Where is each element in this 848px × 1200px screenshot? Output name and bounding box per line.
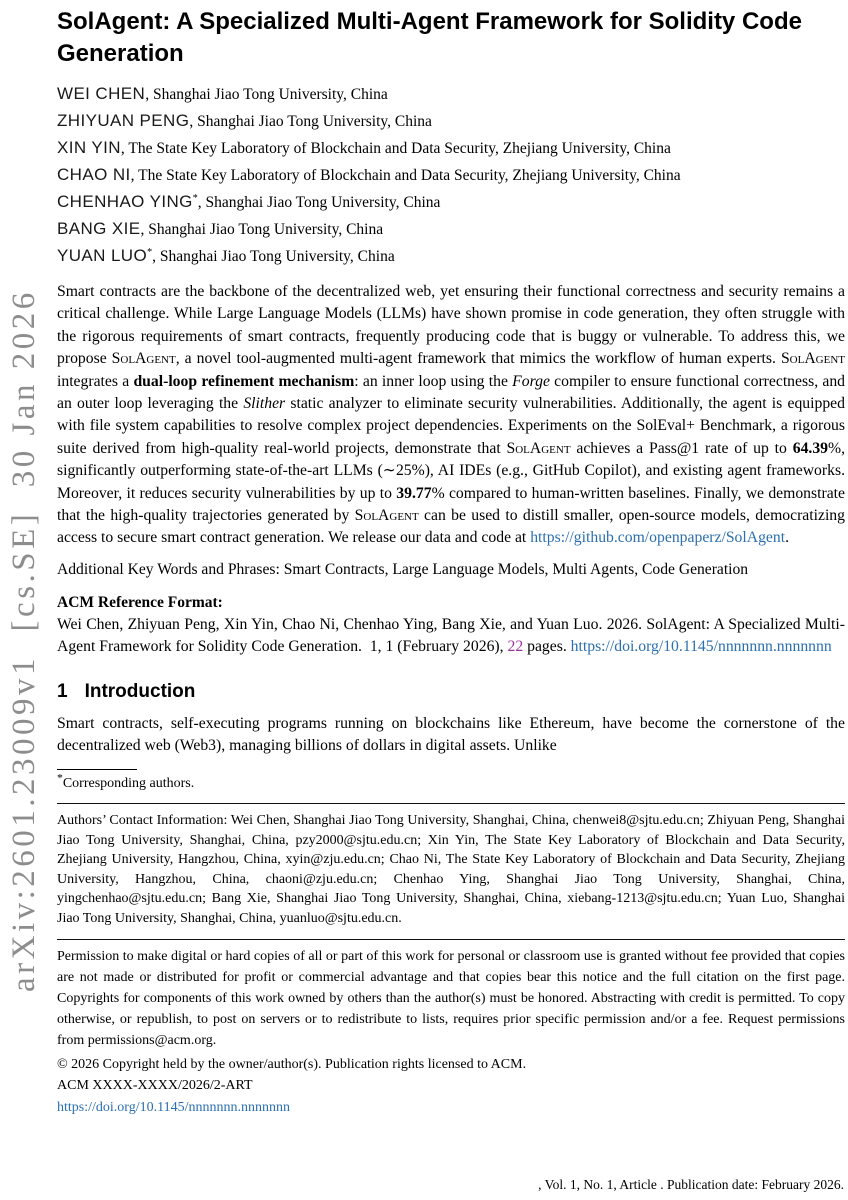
author-note: *	[192, 192, 198, 204]
doi-link-anchor[interactable]: https://doi.org/10.1145/nnnnnnn.nnnnnnn	[57, 1099, 290, 1115]
divider	[57, 803, 845, 804]
acm-reference-heading: ACM Reference Format:	[57, 593, 223, 611]
text-segment: SolAgent	[111, 350, 176, 368]
author-affiliation: The State Key Laboratory of Blockchain and Data Security, Zhejiang University, China	[128, 140, 671, 157]
author-separator: ,	[197, 194, 206, 211]
footnote-divider-short	[57, 769, 137, 770]
author-row	[57, 189, 845, 216]
author-note: *	[147, 246, 153, 258]
author-name: BANG XIE	[57, 219, 141, 238]
introduction-body: Smart contracts, self-executing programs running on blockchains like Ethereum, have become the cornerstone of the decentralized web (Web3), managing billions of dollars in digital assets. Unlike	[57, 714, 845, 755]
author-name: XIN YIN	[57, 138, 121, 157]
text-segment: dual-loop refinement mechanism	[133, 372, 355, 390]
author-row	[57, 216, 845, 243]
inline-link[interactable]: https://doi.org/10.1145/nnnnnnn.nnnnnnn	[570, 638, 832, 656]
text-segment: , a novel tool-augmented multi-agent framework that mimics the workflow of human experts.	[175, 350, 781, 368]
text-segment: can be used to distill smaller, open-source models, democratizing access to secure smart contract generation. We release our data and code at	[57, 507, 845, 547]
text-segment: compiler to ensure functional correctness, and an outer loop leveraging the	[57, 372, 846, 413]
corresponding-authors-footnote	[57, 770, 845, 794]
section-heading-introduction	[57, 680, 845, 704]
author-separator: ,	[120, 140, 129, 157]
paper-title: SolAgent: A Specialized Multi-Agent Framework for Solidity Code Generation	[57, 8, 802, 67]
author-row	[57, 81, 845, 108]
author-block	[57, 81, 845, 270]
author-affiliation: Shanghai Jiao Tong University, China	[205, 194, 441, 211]
text-segment: Wei Chen, Zhiyuan Peng, Xin Yin, Chao Ni, Chenhao Ying, Bang Xie, and Yuan Luo. 2026. SolAgent: A Specialized Multi-Agent Framework for Solidity Code Generation. 1, 1 (February 2026),	[57, 615, 845, 656]
text-segment: SolAgent	[780, 350, 845, 368]
text-segment: SolAgent	[506, 439, 571, 457]
keywords-line: Additional Key Words and Phrases: Smart Contracts, Large Language Models, Multi Agents, Code Generation	[57, 560, 749, 578]
divider	[57, 939, 845, 940]
text-segment: .	[785, 529, 790, 547]
author-row	[57, 162, 845, 189]
author-separator: ,	[145, 86, 153, 103]
author-affiliation: Shanghai Jiao Tong University, China	[197, 113, 432, 130]
author-row	[57, 135, 845, 162]
author-separator: ,	[152, 248, 160, 265]
author-name: WEI CHEN	[57, 84, 146, 103]
author-affiliation: Shanghai Jiao Tong University, China	[148, 221, 384, 238]
text-segment: %, significantly outperforming state-of-the-art LLMs (∼25%), AI IDEs (e.g., GitHub Copilot), and existing agent frameworks. Moreover, it reduces security vulnerabilities by up to	[57, 439, 846, 502]
text-segment: SolAgent	[354, 507, 419, 525]
text-segment: : an inner loop using the	[354, 372, 513, 390]
section-title: Introduction	[84, 680, 196, 702]
author-row	[57, 108, 845, 135]
authors-contact-information: Authors’ Contact Information: Wei Chen, Shanghai Jiao Tong University, Shanghai, China, chenwei8@sjtu.edu.cn; Zhiyuan Peng, Shanghai Jiao Tong University, Shanghai, China, pzy2000@sjtu.edu.cn; Xin Yin, The State Key Laboratory of Blockchain and Data Security, Zhejiang University, Hangzhou, China, xyin@zju.edu.cn; Chao Ni, The State Key Laboratory of Blockchain and Data Security, Zhejiang University, Hangzhou, China, chaoni@zju.edu.cn; Chenhao Ying, Shanghai Jiao Tong University, Shanghai, China, yingchenhao@sjtu.edu.cn; Bang Xie, Shanghai Jiao Tong University, Shanghai, China, xiebang-1213@sjtu.edu.cn; Yuan Luo, Shanghai Jiao Tong University, Shanghai, China, yuanluo@sjtu.edu.cn.	[57, 813, 845, 927]
acm-issn-line: ACM XXXX-XXXX/2026/2-ART	[57, 1078, 253, 1094]
text-segment: Smart contracts are the backbone of the decentralized web, yet ensuring their functional correctness and security remains a critical challenge. While Large Language Models (LLMs) have shown promise in code generation, they often struggle with the rigorous requirements of smart contracts, frequently producing code that is buggy or vulnerable. To address this, we propose	[57, 283, 845, 368]
text-segment: static analyzer to eliminate security vulnerabilities. Additionally, the agent is equipped with file system capabilities to resolve complex project dependencies. Experiments on the SolEval+ Benchmark, a rigorous suite derived from high-quality real-world projects, demonstrate that	[57, 395, 845, 457]
inline-link[interactable]: https://github.com/openpaperz/SolAgent	[530, 529, 786, 547]
text-segment: integrates a	[57, 372, 134, 390]
page-content	[57, 0, 845, 1118]
text-segment: % compared to human-written baselines. Finally, we demonstrate that the high-quality trajectories generated by	[57, 484, 845, 525]
journal-footer: , Vol. 1, No. 1, Article . Publication date: February 2026.	[538, 1177, 844, 1192]
abstract-paragraph	[57, 281, 845, 550]
author-separator: ,	[189, 113, 198, 130]
footnote-text: Corresponding authors.	[62, 775, 195, 791]
text-segment: Forge	[512, 372, 550, 390]
author-row	[57, 243, 845, 270]
text-segment: 39.77	[396, 484, 432, 502]
copyright-line: © 2026 Copyright held by the owner/author(s). Publication rights licensed to ACM.	[57, 1056, 527, 1072]
author-name: CHAO NI	[57, 165, 131, 184]
section-number: 1	[57, 680, 68, 702]
text-segment: Slither	[243, 395, 286, 413]
permission-notice: Permission to make digital or hard copies of all or part of this work for personal or classroom use is granted without fee provided that copies are not made or distributed for profit or commercial advantage and that copies bear this notice and the full citation on the first page. Copyrights for components of this work owned by others than the author(s) must be honored. Abstracting with credit is permitted. To copy otherwise, or republish, to post on servers or to redistribute to lists, requires prior specific permission and/or a fee. Request permissions from permissions@acm.org.	[57, 948, 845, 1048]
arxiv-watermark: arXiv:2601.23009v1 [cs.SE] 30 Jan 2026	[6, 289, 42, 992]
author-separator: ,	[140, 221, 149, 238]
text-segment: achieves a Pass@1 rate of up to	[570, 439, 793, 457]
text-segment: 64.39	[792, 439, 829, 457]
author-affiliation: Shanghai Jiao Tong University, China	[152, 86, 388, 103]
text-segment: pages.	[523, 638, 571, 656]
author-separator: ,	[130, 167, 139, 184]
author-name: ZHIYUAN PENG	[57, 111, 190, 130]
author-name: CHENHAO YING	[57, 192, 193, 211]
doi-link[interactable]	[57, 1097, 845, 1119]
text-segment: 22	[507, 638, 524, 656]
author-affiliation: Shanghai Jiao Tong University, China	[159, 248, 395, 265]
acm-reference-text	[57, 614, 845, 659]
author-name: YUAN LUO	[57, 246, 148, 265]
author-affiliation: The State Key Laboratory of Blockchain and Data Security, Zhejiang University, China	[138, 167, 681, 184]
footnote-marker: *	[57, 770, 63, 784]
